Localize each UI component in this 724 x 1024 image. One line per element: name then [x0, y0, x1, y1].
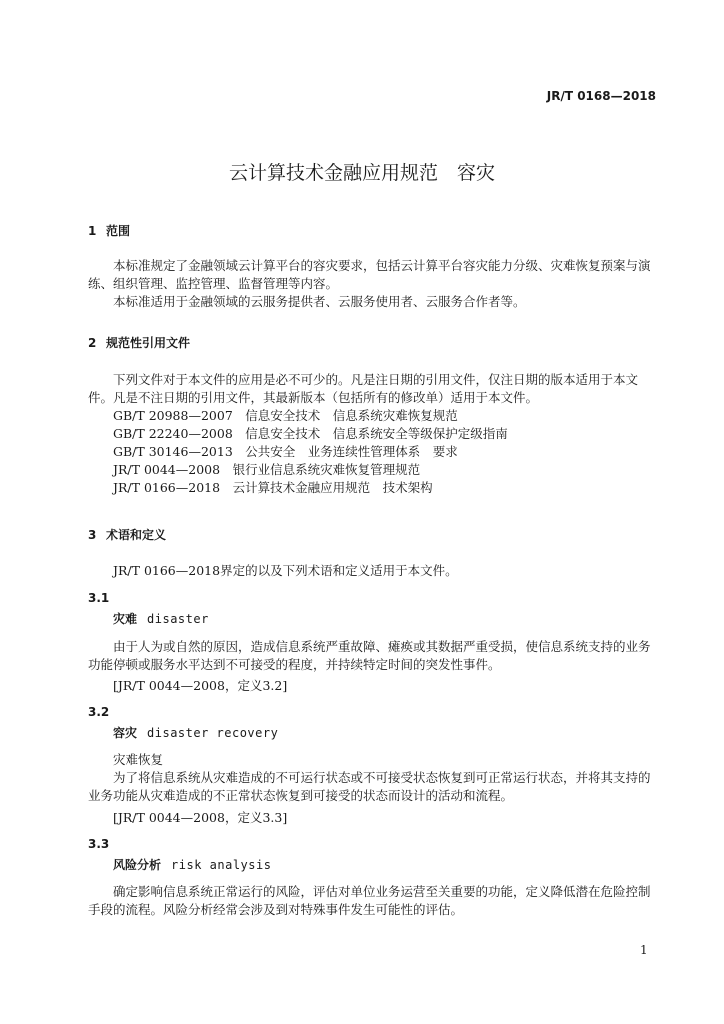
section-heading-references [88, 334, 190, 351]
section-title: 术语和定义 [106, 528, 167, 542]
term-title [113, 724, 278, 741]
term-definition [88, 751, 658, 805]
document-title: 云计算技术金融应用规范 容灾 [228, 162, 495, 184]
reference-item: JR/T 0044—2008 银行业信息系统灾难恢复管理规范 [113, 462, 421, 477]
term-english: disaster [147, 612, 209, 626]
scope-text [88, 257, 658, 311]
section-number: 1 [88, 224, 97, 238]
term-chinese: 容灾 [113, 726, 138, 740]
term-number: 3.1 [88, 591, 110, 605]
term-chinese: 灾难 [113, 612, 138, 626]
references-intro-text: 下列文件对于本文件的应用是必不可少的。凡是注日期的引用文件，仅注日期的版本适用于本文件。凡是不注日期的引用文件，其最新版本（包括所有的修改单）适用于本文件。 [88, 372, 639, 405]
section-title: 范围 [106, 224, 131, 238]
term-definition-text: 确定影响信息系统正常运行的风险，评估对单位业务运营至关重要的功能，定义降低潜在危险控制手段的流程。风险分析经常会涉及到对特殊事件发生可能性的评估。 [88, 884, 651, 917]
reference-item: GB/T 30146—2013 公共安全 业务连续性管理体系 要求 [113, 444, 458, 459]
reference-list [113, 407, 508, 497]
term-title [113, 610, 209, 627]
term-source: [JR/T 0044—2008，定义3.3] [113, 810, 288, 825]
reference-item: JR/T 0166—2018 云计算技术金融应用规范 技术架构 [113, 480, 433, 495]
scope-paragraph-1: 本标准规定了金融领域云计算平台的容灾要求，包括云计算平台容灾能力分级、灾难恢复预案与演练、组织管理、监控管理、监督管理等内容。 [88, 258, 651, 291]
reference-item: GB/T 22240—2008 信息安全技术 信息系统安全等级保护定级指南 [113, 426, 508, 441]
term-definition [88, 638, 658, 674]
page-number: 1 [640, 943, 648, 957]
term-definition-text: 为了将信息系统从灾难造成的不可运行状态或不可接受状态恢复到可正常运行状态，并将其支持的业务功能从灾难造成的不正常状态恢复到可接受的状态而设计的活动和流程。 [88, 770, 651, 803]
section-title: 规范性引用文件 [106, 336, 191, 350]
term-source: [JR/T 0044—2008，定义3.2] [113, 678, 288, 693]
term-number: 3.2 [88, 705, 110, 719]
references-intro [88, 371, 658, 407]
section-number: 2 [88, 336, 97, 350]
standard-code: JR/T 0168—2018 [546, 89, 656, 103]
section-heading-terms [88, 526, 166, 543]
term-english: disaster recovery [147, 726, 279, 740]
terms-intro [88, 562, 658, 580]
section-number: 3 [88, 528, 97, 542]
terms-intro-text: JR/T 0166—2018界定的以及下列术语和定义适用于本文件。 [113, 563, 458, 578]
section-heading-scope [88, 222, 130, 239]
term-chinese: 风险分析 [113, 858, 162, 872]
scope-paragraph-2: 本标准适用于金融领域的云服务提供者、云服务使用者、云服务合作者等。 [113, 294, 526, 309]
term-english: risk analysis [171, 858, 272, 872]
term-title [113, 856, 271, 873]
reference-item: GB/T 20988—2007 信息安全技术 信息系统灾难恢复规范 [113, 408, 458, 423]
term-number: 3.3 [88, 837, 110, 851]
term-definition-text: 由于人为或自然的原因，造成信息系统严重故障、瘫痪或其数据严重受损，使信息系统支持的业务功能停顿或服务水平达到不可接受的程度，并持续特定时间的突发性事件。 [88, 639, 651, 672]
term-alternative: 灾难恢复 [113, 752, 164, 767]
term-definition [88, 883, 658, 919]
